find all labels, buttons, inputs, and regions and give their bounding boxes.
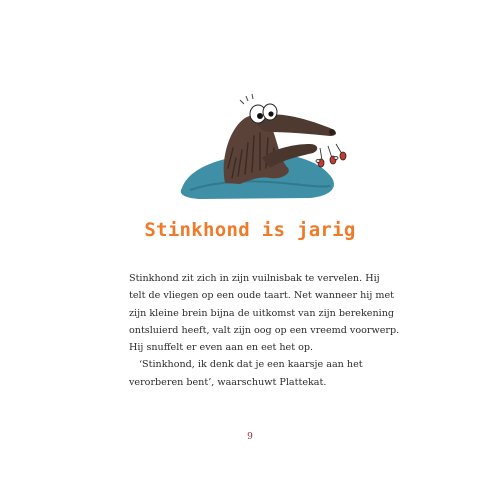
page-number: 9: [247, 432, 253, 442]
flies: [316, 144, 346, 167]
stinkhond-illustration: [170, 88, 360, 200]
body-line: verorberen bent’, waarschuwt Plattekat.: [129, 376, 327, 388]
body-line: Hij snuffelt er even aan en eet het op.: [129, 342, 314, 354]
body-paragraph: [129, 270, 400, 391]
chapter-title: Stinkhond is jarig: [144, 219, 356, 241]
body-line: telt de vliegen op een oude taart. Net wanneer hij met: [129, 290, 395, 302]
body-line: ‘Stinkhond, ik denk dat je een kaarsje aan het: [139, 359, 363, 371]
body-line: Stinkhond zit zich in zijn vuilnisbak te vervelen. Hij: [129, 273, 380, 284]
body-line: ontsluierd heeft, valt zijn oog op een vreemd voorwerp.: [129, 324, 400, 336]
body-line: zijn kleine brein bijna de uitkomst van zijn berekening: [129, 307, 395, 319]
